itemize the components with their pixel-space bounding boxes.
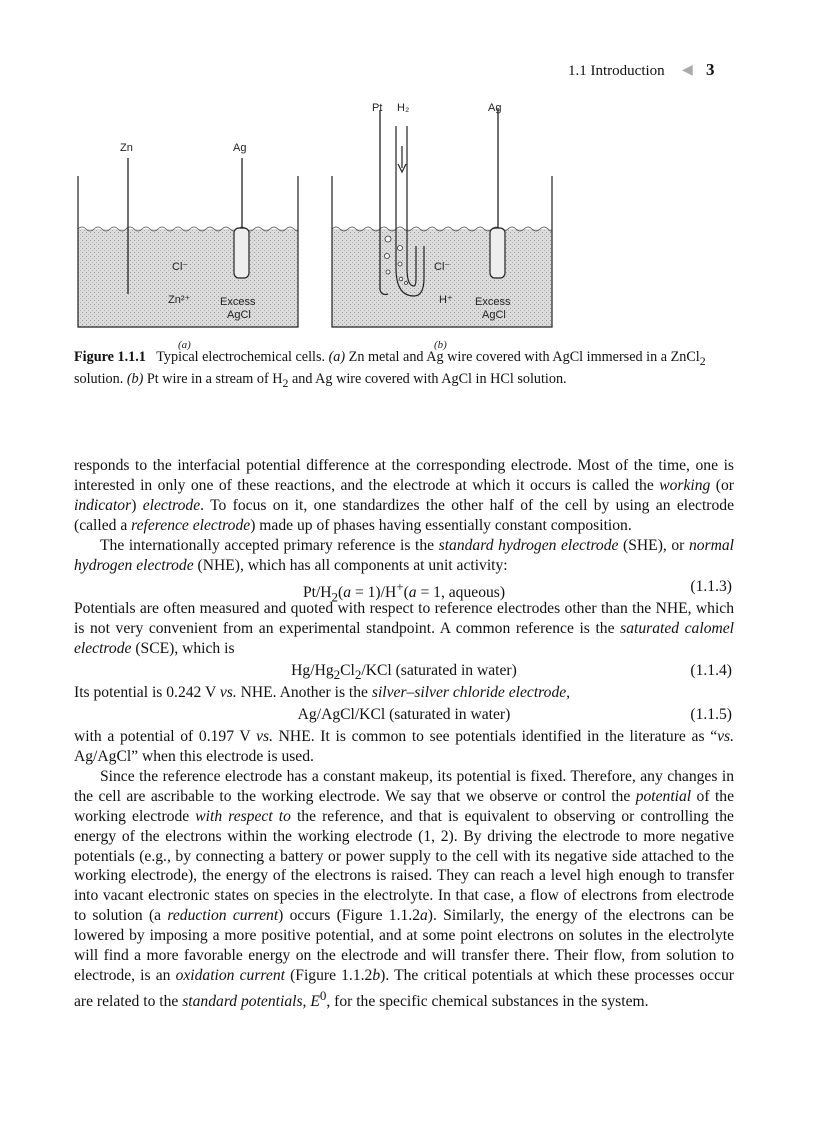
paragraph-6: Since the reference electrode has a constant makeup, its potential is fixed. Therefore, any changes in the cell are ascribable to the working electrode. We say that we observe or control the potential of the working electrode with respect to the reference, and that is equivalent to observing or controlling the energy of the electrons within the working electrode (1, 2). By driving the electrode to more negative potentials (e.g., by connecting a battery or power supply to the cell with its negative side attached to the working electrode), the energy of the electrons is raised. They can reach a level high enough to transfer into vacant electronic states on species in the electrolyte. In that case, a flow of electrons from electrode to solution (a reduction current) occurs (Figure 1.1.2a). Similarly, the energy of the electrons can be lowered by imposing a more positive potential, and at some point electrons on solutes in the electrolyte will find a more favorable energy on the electrode and will transfer there. Their flow, from solution to electrode, is an oxidation current (Figure 1.1.2b). The critical potentials at which these processes occur are related to the standard potentials, $E^0$, for the specific chemical substances in the system.: [74, 767, 734, 1011]
cell-a-solution: [78, 229, 298, 327]
equation-formula: $Hg/Hg_2Cl_2$/KCl (saturated in water): [291, 662, 517, 683]
equation-1-1-5: [74, 703, 734, 727]
cell-a-label-agcl: AgCl: [227, 309, 251, 321]
paragraph-3: Potentials are often measured and quoted with respect to reference electrodes other than the NHE, which is not very convenient from an experimental standpoint. A common reference is the saturated calomel electrode (SCE), which is: [74, 600, 735, 658]
cell-a-agcl-deposit: [234, 228, 249, 278]
cell-b-solution: [332, 229, 552, 327]
figure-caption: Figure 1.1.1 Typical electrochemical cells. (a) Zn metal and Ag wire covered with AgCl immersed in a ZnCl$_2$ solution. (b) Pt wire in a stream of $H_2$ and Ag wire covered with AgCl in HCl solution.: [74, 349, 706, 390]
paragraph-5: with a potential of 0.197 V vs. NHE. It is common to see potentials identified in the literature as “vs. Ag/AgCl” when this electrode is used.: [74, 728, 735, 765]
equation-number: (1.1.3): [690, 578, 732, 596]
cell-a-label-excess: Excess: [220, 296, 256, 308]
cell-a-label-zn-ion: Zn²⁺: [168, 294, 191, 306]
equation-number: (1.1.5): [690, 706, 732, 724]
equation-number: (1.1.4): [690, 662, 732, 680]
cell-a: [78, 142, 298, 351]
figure-electrochemical-cells: [70, 96, 670, 358]
cell-a-label-zn: Zn: [120, 142, 133, 154]
page-number: 3: [706, 60, 715, 79]
caption-label: Figure 1.1.1: [74, 349, 146, 365]
equation-1-1-3: [74, 575, 734, 605]
cell-b-agcl-deposit: [490, 228, 505, 278]
equation-formula: Ag/AgCl/KCl (saturated in water): [297, 706, 511, 724]
section-title: 1.1 Introduction: [568, 63, 665, 79]
cell-b-label-ag: Ag: [488, 102, 502, 114]
cell-b-sublabel: (b): [434, 339, 447, 351]
cell-b: [332, 102, 552, 351]
paragraph-4: Its potential is 0.242 V vs. NHE. Another is the silver–silver chloride electrode,: [74, 684, 571, 702]
equation-1-1-4: [74, 659, 734, 683]
equation-formula: $Pt/H_2(a = 1)/H^+(a = 1$, aqueous): [302, 579, 506, 605]
cell-b-label-agcl: AgCl: [482, 309, 506, 321]
body-text: [74, 456, 734, 1012]
cell-b-label-h-ion: H⁺: [439, 294, 453, 306]
running-header: [560, 60, 730, 84]
cell-b-label-cl: Cl⁻: [434, 261, 451, 273]
cell-a-label-cl: Cl⁻: [172, 261, 189, 273]
paragraph-1: responds to the interfacial potential difference at the corresponding electrode. Most of the time, one is interested in only one of these reactions, and the electrode at which it occurs is called the working (or indicator) electrode. To focus on it, one standardizes the other half of the cell by using an electrode (called a reference electrode) made up of phases having essentially constant composition.: [74, 457, 734, 534]
page-marker-icon: ◀: [682, 63, 693, 78]
cell-b-label-pt: Pt: [372, 102, 383, 114]
cell-b-label-excess: Excess: [475, 296, 511, 308]
cell-b-label-h2: H₂: [397, 102, 410, 114]
cell-a-label-ag: Ag: [233, 142, 247, 154]
cell-a-sublabel: (a): [178, 339, 191, 351]
paragraph-2: The internationally accepted primary reference is the standard hydrogen electrode (SHE), or normal hydrogen electrode (NHE), which has all components at unit activity:: [74, 536, 735, 574]
